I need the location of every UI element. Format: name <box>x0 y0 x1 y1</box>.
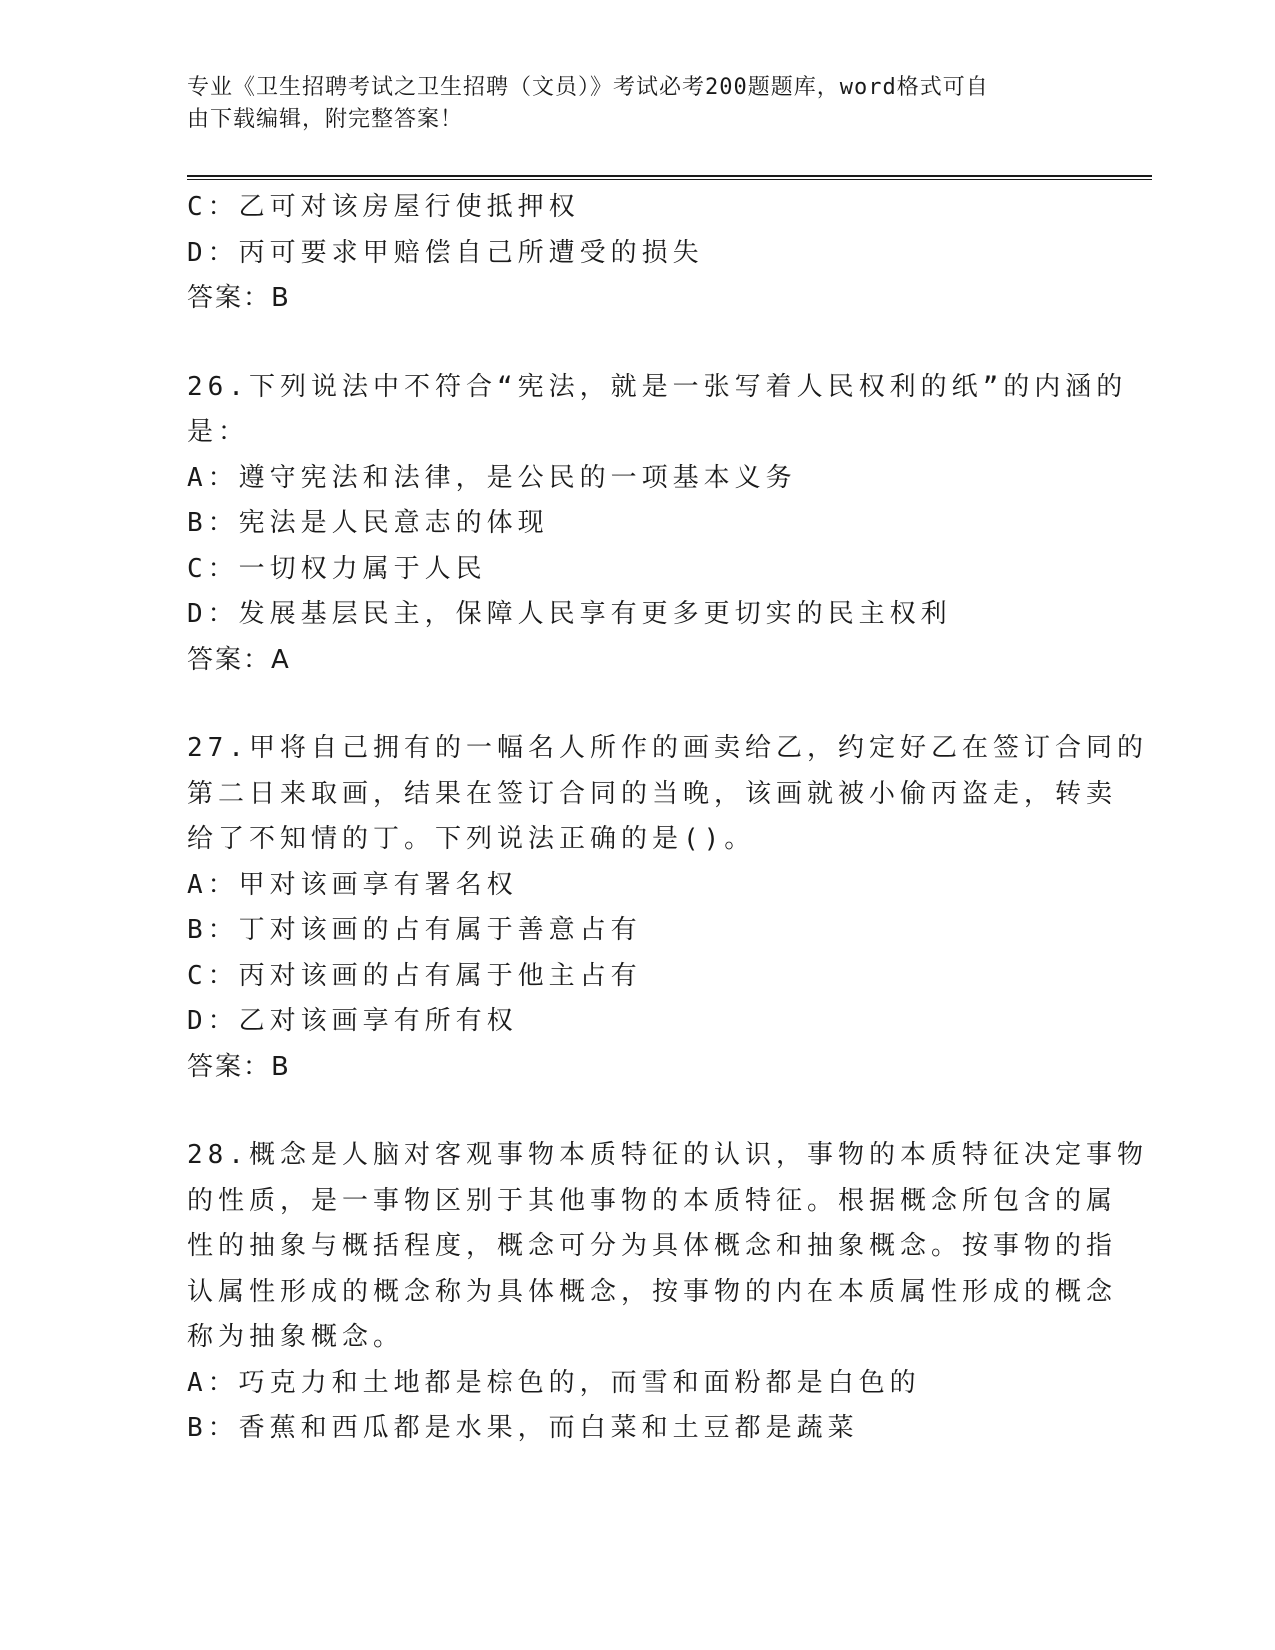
option-d: D：发展基层民主，保障人民享有更多更切实的民主权利 <box>187 599 952 629</box>
question-stem-line: 27.甲将自己拥有的一幅名人所作的画卖给乙，约定好乙在签订合同的 <box>187 733 1148 763</box>
answer-line: 答案：B <box>187 1051 291 1082</box>
option-b: B：香蕉和西瓜都是水果，而白菜和土豆都是蔬菜 <box>187 1413 859 1443</box>
option-c: C：丙对该画的占有属于他主占有 <box>187 960 642 991</box>
option-c: C：一切权力属于人民 <box>187 553 487 584</box>
question-stem-line: 认属性形成的概念称为具体概念，按事物的内在本质属性形成的概念 <box>187 1276 1118 1307</box>
question-spacer <box>187 1090 1067 1133</box>
header-line-1: 专业《卫生招聘考试之卫生招聘（文员）》考试必考200题题库，word格式可自 <box>187 75 989 100</box>
question-stem-line: 28.概念是人脑对客观事物本质特征的认识，事物的本质特征决定事物 <box>187 1140 1148 1170</box>
answer-line: 答案：A <box>187 644 291 675</box>
option-d: D：乙对该画享有所有权 <box>187 1006 518 1036</box>
header-divider <box>187 175 1152 180</box>
answer-line: 答案：B <box>187 283 291 313</box>
question-spacer <box>187 322 1067 365</box>
question-stem-line: 的性质，是一事物区别于其他事物的本质特征。根据概念所包含的属 <box>187 1185 1118 1216</box>
option-a: A：巧克力和土地都是棕色的，而雪和面粉都是白色的 <box>187 1367 921 1398</box>
header-line-2: 由下载编辑，附完整答案！ <box>187 107 464 132</box>
question-stem-line: 给了不知情的丁。下列说法正确的是()。 <box>187 824 756 854</box>
document-header <box>187 72 1067 136</box>
question-stem-line: 性的抽象与概括程度，概念可分为具体概念和抽象概念。按事物的指 <box>187 1231 1118 1261</box>
question-stem-line: 26.下列说法中不符合“宪法，就是一张写着人民权利的纸”的内涵的 <box>187 371 1128 402</box>
question-26 <box>187 365 1128 684</box>
question-list <box>187 185 1148 1452</box>
option-b: B：宪法是人民意志的体现 <box>187 508 549 538</box>
question-spacer <box>187 683 1067 726</box>
question-27 <box>187 726 1148 1090</box>
option-c: C：乙可对该房屋行使抵押权 <box>187 192 580 222</box>
option-a: A：遵守宪法和法律，是公民的一项基本义务 <box>187 462 797 493</box>
option-b: B：丁对该画的占有属于善意占有 <box>187 915 642 945</box>
question-25-tail <box>187 185 1067 322</box>
question-stem-line: 称为抽象概念。 <box>187 1322 405 1352</box>
question-stem-line: 第二日来取画，结果在签订合同的当晚，该画就被小偷丙盗走，转卖 <box>187 778 1118 809</box>
question-stem-line: 是： <box>187 417 250 447</box>
option-a: A：甲对该画享有署名权 <box>187 869 518 900</box>
option-d: D：丙可要求甲赔偿自己所遭受的损失 <box>187 237 704 268</box>
question-28 <box>187 1133 1148 1452</box>
